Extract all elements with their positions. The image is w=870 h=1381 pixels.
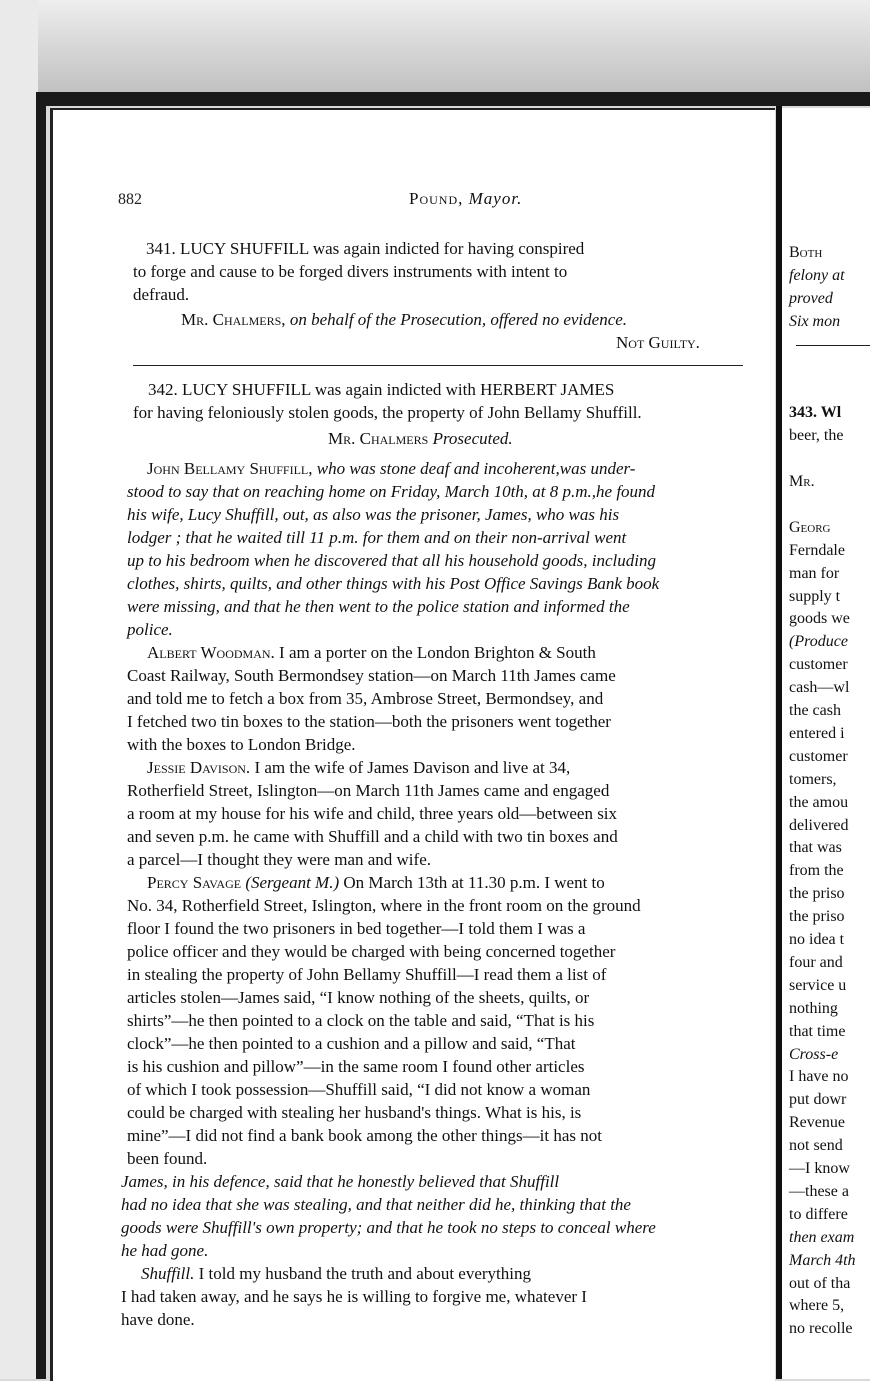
right-page-line: March 4th — [789, 1251, 856, 1269]
case342-heading-2: for having feloniously stolen goods, the property of John Bellamy Shuffill. — [133, 403, 642, 422]
witness-name-shuffill: John Bellamy Shuffill, — [147, 459, 313, 478]
right-page-line: goods we — [789, 610, 850, 628]
right-page-line: entered i — [789, 724, 845, 742]
right-page-line: to differe — [789, 1205, 848, 1223]
davison-line-2: Rotherfield Street, Islington—on March 11th James came and engaged — [127, 781, 610, 800]
shuffill-statement-line-5: up to his bedroom when he discovered that all his household goods, including — [127, 551, 657, 570]
right-page-line: out of tha — [789, 1274, 851, 1292]
savage-line-3: floor I found the two prisoners in bed together—I told them I was a — [127, 919, 586, 938]
book-binding-top — [0, 0, 870, 100]
right-page-line: that was — [789, 839, 842, 857]
case342-prosecuted — [328, 427, 513, 451]
woodman-line-1: Albert Woodman. I am a porter on the London Brighton & South — [147, 643, 596, 662]
woodman-line-3: and told me to fetch a box from 35, Ambrose Street, Bermondsey, and — [127, 689, 604, 708]
savage-line-10: of which I took possession—Shuffill said, “I did not know a woman — [127, 1080, 591, 1099]
right-page-line: supply t — [789, 587, 841, 605]
savage-line-4: police officer and they would be charged with being concerned together — [127, 942, 616, 961]
right-page-line: —these a — [789, 1182, 849, 1200]
right-page-line: the cash — [789, 702, 841, 719]
shuffill-statement-line-6: clothes, shirts, quilts, and other things with his Post Office Savings Bank book — [127, 574, 660, 593]
savage-line-5: in stealing the property of John Bellamy Shuffill—I read them a list of — [127, 965, 607, 984]
right-page-line: Mr. — [789, 473, 815, 490]
savage-line-1: Percy Savage (Sergeant M.) On March 13th at 11.30 p.m. I went to — [147, 873, 605, 892]
shuffill-statement-line-3: his wife, Lucy Shuffill, out, as also was the prisoner, James, who was his — [127, 505, 620, 524]
right-page-line: cash—wl — [789, 679, 850, 697]
woodman-line-2: Coast Railway, South Bermondsey station—on March 11th James came — [127, 666, 616, 685]
right-page-line: four and — [789, 953, 843, 971]
davison-line-3: a room at my house for his wife and child, three years old—between six — [127, 804, 618, 823]
right-page-line: Georg — [789, 518, 831, 536]
case341-line-1: 341. LUCY SHUFFILL was again indicted for having conspired — [146, 239, 585, 258]
right-page-line: I have no — [789, 1068, 849, 1086]
right-page-line: from the — [789, 862, 844, 880]
left-page — [50, 108, 775, 1381]
shuffill-reply-line-2: I had taken away, and he says he is willing to forgive me, whatever I — [121, 1287, 587, 1306]
woodman-line-5: with the boxes to London Bridge. — [127, 735, 356, 754]
savage-line-6: articles stolen—James said, “I know nothing of the sheets, quilts, or — [127, 988, 590, 1007]
right-page-line: no idea t — [789, 931, 845, 948]
right-page-line: —I know — [789, 1160, 850, 1177]
defence-line-1: James, in his defence, said that he honestly believed that Shuffill — [121, 1172, 560, 1191]
savage-line-12: mine”—I did not find a bank book among the other things—it has not — [127, 1126, 602, 1145]
right-page-line: tomers, — [789, 770, 837, 788]
right-page-line: delivered — [789, 816, 849, 834]
right-page-line: the priso — [789, 908, 845, 926]
right-page-line: customer — [789, 747, 848, 765]
right-page-line: felony at — [789, 266, 845, 284]
right-page-line: Revenue — [789, 1114, 845, 1132]
page-shadow-top — [36, 92, 870, 106]
right-page — [782, 108, 870, 1379]
shuffill-statement-line-4: lodger ; that he waited till 11 p.m. for them and on their non-arrival went — [127, 528, 627, 547]
savage-line-9: is his cushion and pillow”—in the same room I found other articles — [127, 1057, 585, 1076]
case341-prosecution — [181, 308, 627, 332]
case341-line-3: defraud. — [133, 285, 190, 304]
shuffill-statement-line-2: stood to say that on reaching home on Friday, March 10th, at 8 p.m.,he found — [127, 482, 656, 501]
section-divider — [133, 365, 743, 366]
right-page-line: man for — [789, 564, 840, 582]
shuffill-reply-line-1: Shuffill. I told my husband the truth and about everything — [141, 1264, 532, 1283]
shuffill-statement-line-7: were missing, and that he then went to the police station and informed the — [127, 597, 630, 616]
shuffill-statement-line-1: John Bellamy Shuffill, who was stone deaf and incoherent,was under- — [147, 459, 636, 478]
right-page-line: no recolle — [789, 1320, 853, 1338]
shuffill-statement-line-8: police. — [127, 620, 173, 639]
shuffill-reply-line-3: have done. — [121, 1310, 195, 1329]
right-page-line: customer — [789, 656, 848, 674]
right-page-line: beer, the — [789, 427, 844, 445]
running-head-name: Pound, — [409, 189, 464, 208]
woodman-line-4: I fetched two tin boxes to the station—both the prisoners went together — [127, 712, 611, 731]
right-page-divider — [796, 345, 870, 346]
prosecutor-name: Mr. Chalmers, — [181, 310, 286, 329]
running-head — [409, 187, 522, 211]
davison-line-5: a parcel—I thought they were man and wife. — [127, 850, 431, 869]
right-page-line: then exam — [789, 1228, 855, 1246]
right-page-line: service u — [789, 976, 847, 994]
case341-line-2: to forge and cause to be forged divers instruments with intent to — [133, 262, 568, 281]
davison-line-1: Jessie Davison. I am the wife of James Davison and live at 34, — [147, 758, 571, 777]
right-page-line: not send — [789, 1137, 843, 1155]
verdict: Not Guilty. — [616, 333, 700, 352]
defence-line-2: had no idea that she was stealing, and that neither did he, thinking that the — [121, 1195, 631, 1214]
savage-line-13: been found. — [127, 1149, 208, 1168]
right-page-line: Both — [789, 244, 823, 261]
speaker-shuffill: Shuffill. — [141, 1264, 195, 1283]
book-edge-left — [0, 0, 38, 1379]
running-head-title: Mayor. — [468, 189, 523, 208]
page-number: 882 — [118, 191, 142, 208]
savage-line-7: shirts”—he then pointed to a clock on the table and said, “That is his — [127, 1011, 595, 1030]
right-page-line: where 5, — [789, 1297, 845, 1315]
witness-name-savage: Percy Savage — [147, 873, 242, 892]
savage-line-2: No. 34, Rotherfield Street, Islington, where in the front room on the ground — [127, 896, 641, 915]
right-page-line: the amou — [789, 793, 849, 811]
right-page-line: Cross-e — [789, 1045, 839, 1063]
right-page-line: Six mon — [789, 312, 841, 330]
right-page-line: the priso — [789, 885, 845, 903]
prosecutor-name-2: Mr. Chalmers — [328, 429, 429, 448]
page-shadow-left — [36, 92, 46, 1379]
witness-name-woodman: Albert Woodman. — [147, 643, 275, 662]
right-page-line: put dowr — [789, 1091, 847, 1109]
right-page-line: 343. Wl — [789, 404, 842, 422]
savage-line-8: clock”—he then pointed to a cushion and a pillow and said, “That — [127, 1034, 576, 1053]
witness-name-davison: Jessie Davison. — [147, 758, 251, 777]
prosecution-note: on behalf of the Prosecution, offered no evidence. — [289, 310, 628, 329]
right-page-line: Ferndale — [789, 541, 845, 559]
right-page-line: that time — [789, 1022, 846, 1040]
davison-line-4: and seven p.m. he came with Shuffill and a child with two tin boxes and — [127, 827, 618, 846]
right-page-line: (Produce — [789, 633, 848, 651]
right-page-line: proved — [789, 289, 833, 307]
defence-line-4: he had gone. — [121, 1241, 209, 1260]
defence-line-3: goods were Shuffill's own property; and that he took no steps to conceal where — [121, 1218, 656, 1237]
right-page-line: nothing — [789, 999, 838, 1017]
prosecuted-word: Prosecuted. — [432, 429, 513, 448]
savage-line-11: could be charged with stealing her husband's things. What is his, is — [127, 1103, 582, 1122]
witness-rank-savage: (Sergeant M.) — [245, 873, 340, 892]
case342-heading-1: 342. LUCY SHUFFILL was again indicted with HERBERT JAMES — [148, 380, 615, 399]
